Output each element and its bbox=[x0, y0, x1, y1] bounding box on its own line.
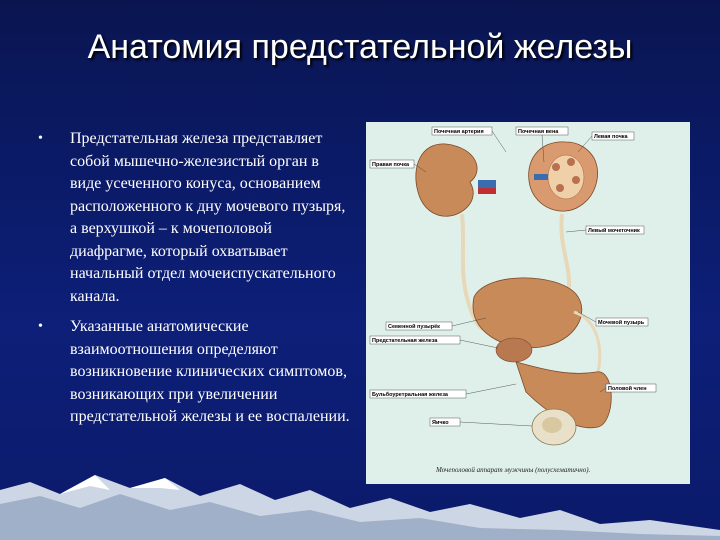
bullet-text: Указанные анатомические взаимоотношения определяют возникновение клинических симптомов, возникающих при увеличении предстательной железы и ее воспалении. bbox=[70, 318, 350, 425]
bullet-marker: • bbox=[38, 319, 43, 334]
label-seminal-vesicle: Семенной пузырёк bbox=[388, 324, 440, 330]
label-bladder: Мочевой пузырь bbox=[598, 320, 645, 326]
figure-caption: Мочеполовой аппарат мужчины (полусхематично). bbox=[436, 466, 591, 474]
bladder bbox=[473, 278, 582, 348]
label-renal-artery: Почечная артерия bbox=[434, 129, 484, 135]
label-right-kidney: Правая почка bbox=[372, 162, 410, 168]
bullet-list bbox=[38, 128, 350, 437]
label-bulbourethral: Бульбоуретральная железа bbox=[372, 392, 448, 398]
label-renal-vein: Почечная вена bbox=[518, 129, 559, 135]
label-left-kidney: Левая почка bbox=[594, 134, 628, 140]
label-prostate: Предстательная железа bbox=[372, 338, 438, 344]
slide-title: Анатомия предстательной железы bbox=[87, 28, 633, 66]
label-testis: Яичко bbox=[432, 420, 449, 426]
right-kidney bbox=[416, 144, 477, 216]
bullet-item bbox=[38, 128, 350, 308]
bullet-marker: • bbox=[38, 131, 43, 146]
label-ureter: Левый мочеточник bbox=[588, 228, 640, 234]
bullet-text: Предстательная железа представляет собой мышечно-железистый орган в виде усеченного конуса, основанием расположенного к дну мочевого пузыря, а верхушкой – к мочеполовой диафрагме, который охватывает начальный отдел мочеиспускательного канала. bbox=[70, 130, 346, 305]
urogenital-diagram bbox=[366, 122, 690, 484]
label-penis: Половой член bbox=[608, 386, 647, 392]
prostate bbox=[496, 338, 532, 362]
anatomy-illustration bbox=[366, 122, 690, 484]
bullet-item bbox=[38, 316, 350, 429]
